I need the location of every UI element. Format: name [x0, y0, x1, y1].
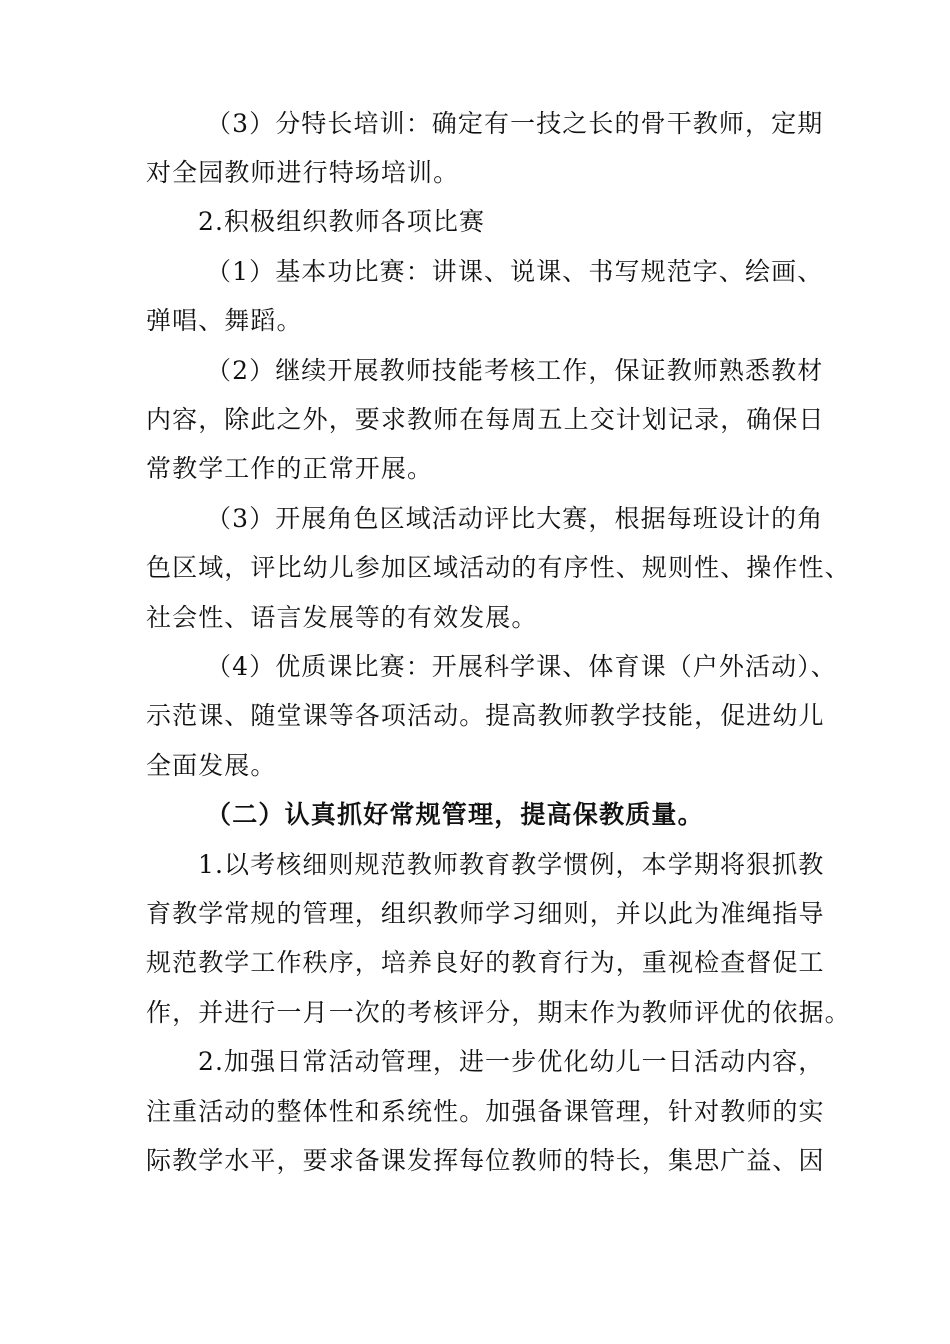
paragraph-line: （2）继续开展教师技能考核工作，保证教师熟悉教材 [206, 356, 824, 385]
paragraph-line: 1.以考核细则规范教师教育教学惯例，本学期将狠抓教 [198, 850, 825, 879]
paragraph-line: 际教学水平，要求备课发挥每位教师的特长，集思广益、因 [146, 1146, 825, 1175]
paragraph-line: （3）开展角色区域活动评比大赛，根据每班设计的角 [206, 504, 824, 533]
paragraph-line: （4）优质课比赛：开展科学课、体育课（户外活动）、 [206, 652, 837, 681]
paragraph-line: 规范教学工作秩序，培养良好的教育行为，重视检查督促工 [146, 948, 825, 977]
paragraph-line: （1）基本功比赛：讲课、说课、书写规范字、绘画、 [206, 257, 824, 286]
paragraph-line: 常教学工作的正常开展。 [146, 454, 434, 483]
paragraph-line: 社会性、语言发展等的有效发展。 [146, 603, 538, 632]
paragraph-line: 内容，除此之外，要求教师在每周五上交计划记录，确保日 [146, 405, 825, 434]
paragraph-line: 作，并进行一月一次的考核评分，期末作为教师评优的依据。 [146, 998, 851, 1027]
section-title: （二）认真抓好常规管理，提高保教质量。 [206, 800, 704, 829]
section-heading: 2.积极组织教师各项比赛 [198, 207, 486, 236]
paragraph-line: 弹唱、舞蹈。 [146, 306, 303, 335]
paragraph-line: 色区域，评比幼儿参加区域活动的有序性、规则性、操作性、 [146, 553, 851, 582]
paragraph-line: 育教学常规的管理，组织教师学习细则，并以此为准绳指导 [146, 899, 825, 928]
paragraph-line: 全面发展。 [146, 751, 277, 780]
paragraph-line: 注重活动的整体性和系统性。加强备课管理，针对教师的实 [146, 1097, 825, 1126]
paragraph-line: （3）分特长培训：确定有一技之长的骨干教师，定期 [206, 109, 824, 138]
paragraph-line: 对全园教师进行特场培训。 [146, 158, 460, 187]
paragraph-line: 2.加强日常活动管理，进一步优化幼儿一日活动内容， [198, 1047, 825, 1076]
paragraph-line: 示范课、随堂课等各项活动。提高教师教学技能，促进幼儿 [146, 701, 825, 730]
